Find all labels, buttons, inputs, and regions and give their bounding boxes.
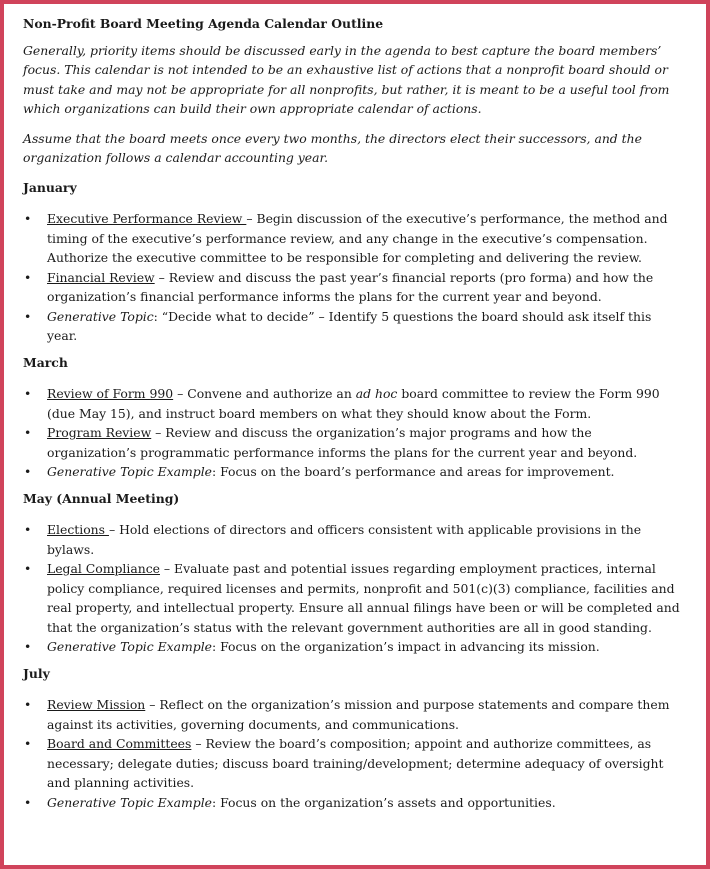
item-text: : Focus on the board’s performance and areas for improvement. [212, 464, 615, 479]
item-text: – Hold elections of directors and officers consistent with applicable provisions in the bylaws. [47, 522, 642, 557]
document-title: Non-Profit Board Meeting Agenda Calendar Outline [23, 16, 384, 31]
item-text: – Review and discuss the past year’s financial reports (pro forma) and how the organization’s financial performance informs the plans for the current year and beyond. [47, 269, 654, 304]
section-march [23, 353, 683, 482]
item-term: Financial Review [47, 269, 155, 285]
list-item [23, 695, 683, 734]
list-item [23, 520, 683, 559]
item-term: Program Review [47, 425, 152, 440]
section-july [23, 664, 683, 813]
list-item [23, 384, 683, 423]
item-term: Review of Form 990 [47, 386, 174, 401]
generative-topic-label: Generative Topic Example [47, 639, 212, 654]
generative-topic-label: Generative Topic Example [47, 794, 212, 810]
item-emphasis: ad hoc [355, 386, 398, 401]
item-text: – Review and discuss the organization’s major programs and how the organization’s programmatic performance informs the plans for the current year and beyond. [47, 425, 638, 460]
agenda-list [23, 520, 683, 657]
list-item [23, 209, 683, 268]
intro-paragraph-1: Generally, priority items should be discussed early in the agenda to best capture the board members’ focus. This calendar is not intended to be an exhaustive list of actions that a nonprofit board should or must take and may not be appropriate for all nonprofits, but rather, it is meant to be a useful tool from which organizations can build their own appropriate calendar of actions. [23, 42, 670, 116]
month-heading: May (Annual Meeting) [23, 490, 180, 506]
item-text: : “Decide what to decide” – Identify 5 questions the board should ask itself this year. [47, 308, 652, 343]
section-january [23, 178, 683, 346]
item-text: : Focus on the organization’s assets and opportunities. [212, 794, 556, 810]
item-text: board committee to review the Form 990 (due May 15), and instruct board members on what they should know about the Form. [47, 386, 660, 421]
item-term: Board and Committees [47, 736, 192, 751]
list-item [23, 268, 683, 307]
item-text: – Review the board’s composition; appoint and authorize committees, as necessary; delegate duties; discuss board training/development; determine adequacy of oversight and planning activities. [47, 736, 664, 790]
document-body [23, 14, 683, 819]
list-item [23, 637, 683, 657]
agenda-list [23, 209, 683, 346]
item-term: Elections [47, 522, 109, 537]
generative-topic-label: Generative Topic Example [47, 464, 212, 479]
list-item [23, 462, 683, 482]
list-item [23, 307, 683, 346]
list-item [23, 423, 683, 462]
item-term: Legal Compliance [47, 561, 160, 576]
agenda-list [23, 695, 683, 812]
section-may [23, 489, 683, 657]
item-text: – Begin discussion of the executive’s performance, the method and timing of the executive’s performance review, and any change in the executive’s compensation. Authorize the executive committee to be responsible for completing and delivering the review. [47, 211, 668, 265]
list-item [23, 793, 683, 813]
item-term: Executive Performance Review [47, 211, 247, 226]
month-heading: January [23, 179, 77, 195]
item-text: – Evaluate past and potential issues regarding employment practices, internal policy compliance, required licenses and permits, nonprofit and 501(c)(3) compliance, facilities and real property, and intellectual property. Ensure all annual filings have been or will be completed and that the organization’s status with the relevant government authorities are all in good standing. [47, 561, 680, 635]
agenda-list [23, 384, 683, 482]
month-heading: March [23, 354, 68, 370]
list-item [23, 559, 683, 637]
item-text: – Reflect on the organization’s mission and purpose statements and compare them against its activities, governing documents, and communications. [47, 697, 670, 732]
item-text: : Focus on the organization’s impact in advancing its mission. [212, 639, 600, 654]
item-text: – Convene and authorize an [173, 386, 356, 401]
generative-topic-label: Generative Topic [47, 308, 154, 324]
item-term: Review Mission [47, 697, 146, 712]
intro-paragraph-2: Assume that the board meets once every two months, the directors elect their successors, and the organization follows a calendar accounting year. [23, 130, 642, 165]
month-heading: July [23, 665, 50, 681]
list-item [23, 734, 683, 793]
